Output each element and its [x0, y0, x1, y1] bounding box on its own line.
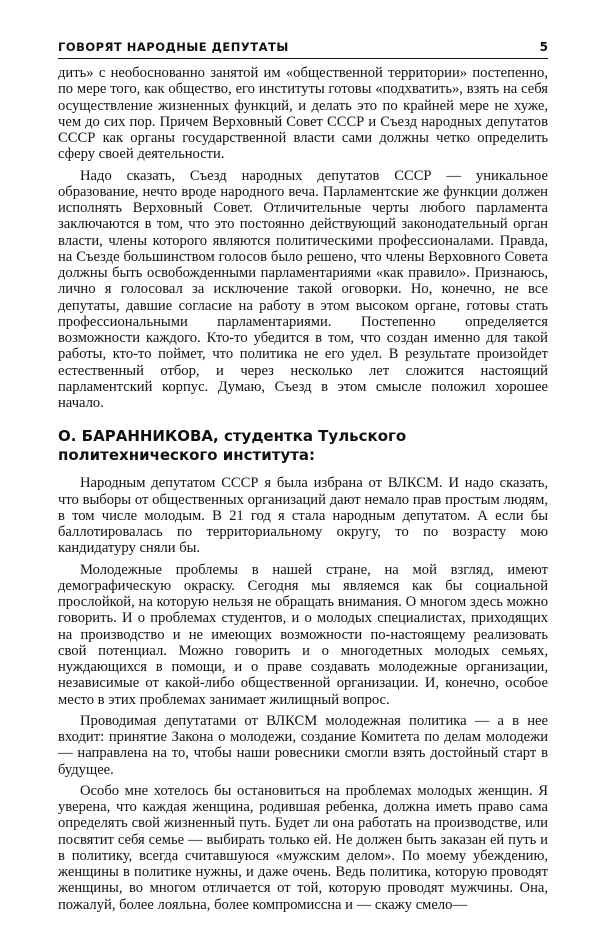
paragraph: Молодежные проблемы в нашей стране, на мой взгляд, имеют демографическую окраску. Сегодня мы являемся как бы социальной прослойкой, на которую нельзя не обращать внимания. О многом здесь можно говорить. И о проблемах студентов, и о молодых специалистах, приходящих на производство и не имеющих возможности по-настоящему реализовать свой потенциал. Можно говорить и о многодетных молодых семьях, нуждающихся в помощи, и о праве создавать молодежные организации, независимые от какой-либо общественной организации. И, конечно, особое место в этих проблемах занимает жилищный вопрос.: [58, 561, 548, 708]
page-header: [58, 40, 548, 59]
section-deputy-remarks: [58, 65, 548, 411]
paragraph: Народным депутатом СССР я была избрана от ВЛКСМ. И надо сказать, что выборы от общественных организаций дают немало прав простым людям, в том числе молодым. В 21 год я стала народным депутатом. А если бы баллотировалась по территориальному округу, то по возрасту мою кандидатуру сняли бы.: [58, 475, 548, 557]
paragraph: Надо сказать, Съезд народных депутатов СССР — уникальное образование, нечто вроде народного веча. Парламентские же функции должен исполнять Верховный Совет. Отличительные черты любого парламента заключаются в том, что это постоянно действующий законодательный орган власти, члены которого являются политическими профессионалами. Правда, на Съезде большинством голосов было решено, что члены Верховного Совета должны быть освобожденными парламентариями «как правило». Признаюсь, лично я голосовал за исключение такой оговорки. Но, конечно, не все депутаты, давшие согласие на работу в этом высоком органе, готовы стать профессиональными парламентариями. Постепенно определяется возможности каждого. Кто-то убедится в том, что создан именно для такой работы, кто-то поймет, что политика не его удел. В результате произойдет естественный отбор, и через несколько лет сложится настоящий парламентский корпус. Думаю, Съезд в этом смысле положил хорошее начало.: [58, 167, 548, 411]
speaker-heading: О. БАРАННИКОВА, студентка Тульского политехнического института:: [58, 427, 407, 465]
paragraph: дить» с необоснованно занятой им «общественной территории» постепенно, по мере того, как общество, его институты готовы «подхватить», взять на себя осуществление жизненных функций, и делать это по крайней мере не хуже, чем до сих пор. Причем Верховный Совет СССР и Съезд народных депутатов СССР как органы государственной власти сами должны четко определить сферу своей деятельности.: [58, 65, 548, 163]
page-number: 5: [539, 40, 548, 54]
paragraph: Проводимая депутатами от ВЛКСМ молодежная политика — а в нее входит: принятие Закона о молодежи, создание Комитета по делам молодежи — направлена на то, чтобы наши ровесники смогли взять достойный старт в будущее.: [58, 712, 548, 778]
section-barannikova: [58, 475, 548, 913]
paragraph: Особо мне хотелось бы остановиться на проблемах молодых женщин. Я уверена, что каждая женщина, родившая ребенка, должна иметь право сама определять свой жизненный путь. Будет ли она работать на производстве, или посвятит себя семье — выбирать только ей. Не должен быть заказан ей путь и в политику, всегда считавшуюся «мужским делом». По моему убеждению, женщины в политике нужны, и даже очень. Ведь политика, которую проводят женщины, во многом отличается от той, которую проводят мужчины. Она, пожалуй, более лояльна, более компромиссна и — скажу смело—: [58, 782, 548, 913]
running-title: ГОВОРЯТ НАРОДНЫЕ ДЕПУТАТЫ: [58, 40, 289, 54]
page: [58, 40, 548, 913]
